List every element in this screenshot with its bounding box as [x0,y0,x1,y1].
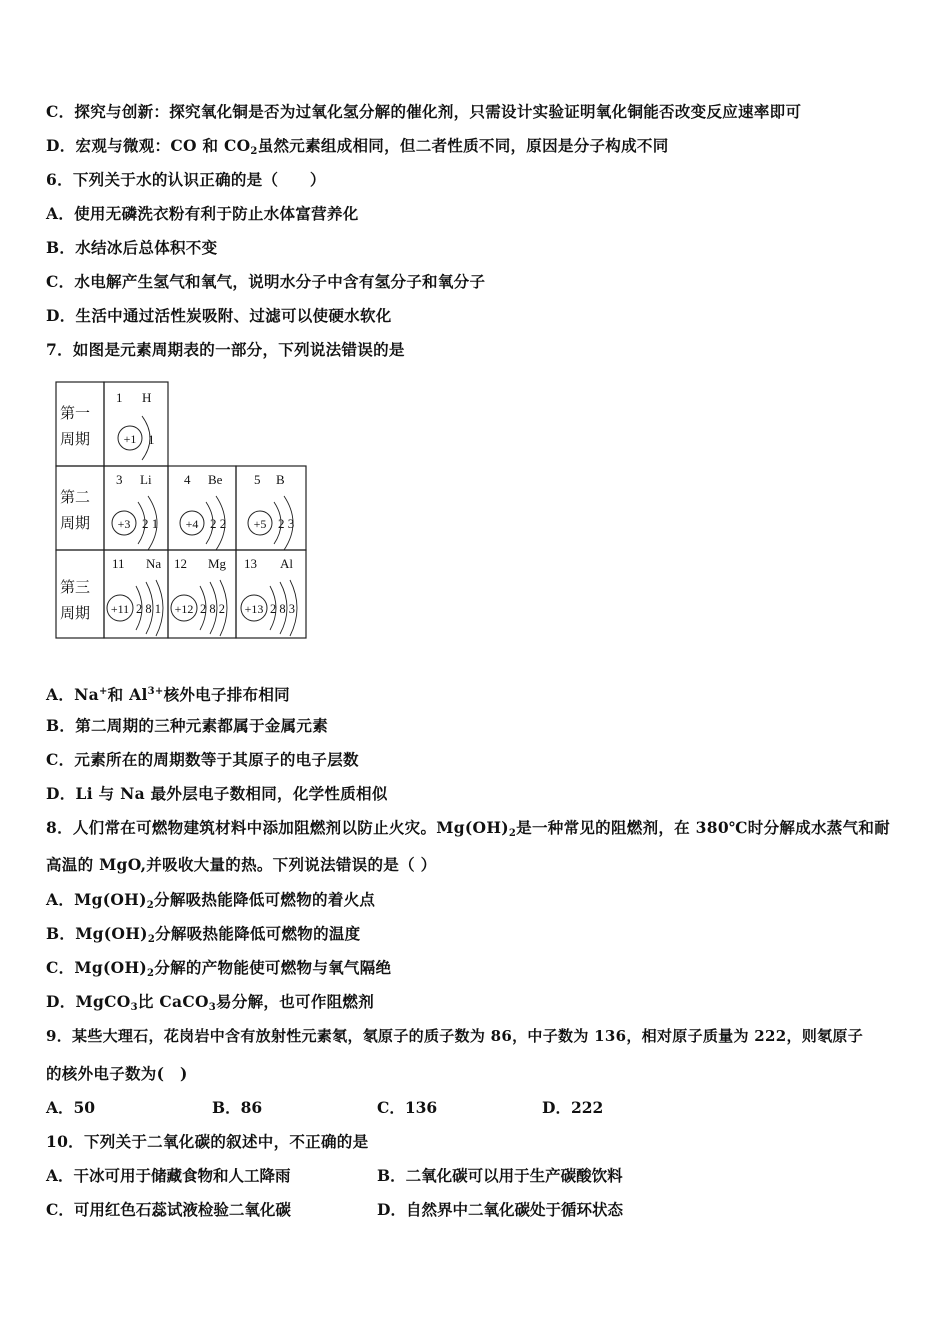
q7-option-b: B．第二周期的三种元素都属于金属元素 [46,716,329,735]
element-symbol: H [142,390,152,405]
q6-stem: 6．下列关于水的认识正确的是（ ） [46,170,326,189]
q7-stem: 7．如图是元素周期表的一部分，下列说法错误的是 [46,340,405,359]
q8-d-sub-2: 3 [208,1002,217,1013]
q8-option-d [46,992,374,1018]
period-label-1-line2: 周期 [60,432,91,448]
element-cell-mg [171,556,227,636]
nucleus-charge: +4 [185,517,199,531]
period-label-1-line1: 第一 [60,406,91,422]
q9-stem-line2: 的核外电子数为( ) [46,1064,188,1083]
electron-shells: 2 2 [210,516,227,531]
element-number: 1 [116,390,123,405]
q8-c-sub: 2 [147,968,155,979]
nucleus-charge: +3 [117,517,131,531]
q7-a-text-2: 和 Al [107,685,148,704]
q6-option-c: C．水电解产生氢气和氧气，说明水分子中含有氢分子和氧分子 [46,272,486,291]
nucleus-charge: +11 [110,602,130,616]
q8-c-text-1: C．Mg(OH) [46,958,148,977]
q10-stem: 10．下列关于二氧化碳的叙述中，不正确的是 [46,1132,369,1151]
electron-shells: 2 1 [142,516,159,531]
element-symbol: Li [140,472,152,487]
element-cell-na [107,556,163,636]
q8-b-sub: 2 [147,934,156,945]
element-symbol: Al [280,556,293,571]
q8-stem-line2: 高温的 MgO,并吸收大量的热。下列说法错误的是（ ） [46,855,437,874]
element-cell-be [180,472,226,550]
electron-shells: 2 8 2 [200,602,225,616]
period-label-2-line1: 第二 [60,490,91,506]
q7-a-sup-1: + [98,686,108,697]
q8-stem-text-1: 8．人们常在可燃物建筑材料中添加阻燃剂以防止火灾。Mg(OH) [46,818,509,837]
q7-a-sup-2: 3+ [147,686,164,697]
q8-a-sub: 2 [146,900,155,911]
nucleus-charge: +13 [244,602,264,616]
q9-option-a: A．50 [46,1098,96,1117]
electron-shells: 2 8 1 [136,602,161,616]
element-cell-b [248,472,294,550]
q8-d-text-1: D．MgCO [46,992,131,1011]
nucleus-charge: +12 [174,602,194,616]
element-symbol: B [276,472,285,487]
q8-option-b [46,924,360,950]
element-number: 12 [174,556,187,571]
q5-d-text-1: D．宏观与微观：CO 和 CO [46,136,251,155]
q8-option-c [46,958,391,984]
nucleus-charge: +5 [253,517,267,531]
element-number: 11 [112,556,125,571]
q10-option-a: A．干冰可用于储藏食物和人工降雨 [46,1166,291,1185]
element-cell-h [116,390,155,460]
q10-option-c: C．可用红色石蕊试液检验二氧化碳 [46,1200,291,1219]
q8-d-text-2: 比 CaCO [137,992,209,1011]
q5-d-text-2: 虽然元素组成相同，但二者性质不同，原因是分子构成不同 [257,136,669,155]
q6-option-d: D．生活中通过活性炭吸附、过滤可以使硬水软化 [46,306,392,325]
element-number: 13 [244,556,257,571]
element-number: 3 [116,472,123,487]
q8-b-text-1: B．Mg(OH) [46,924,148,943]
period-label-3-line2: 周期 [60,606,91,622]
q9-option-c: C．136 [377,1098,438,1117]
electron-shells: 2 3 [278,516,295,531]
electron-shells: 1 [148,432,155,447]
nucleus-charge: +1 [123,432,137,446]
element-symbol: Mg [208,556,227,571]
q5-option-c: C．探究与创新：探究氧化铜是否为过氧化氢分解的催化剂，只需设计实验证明氧化铜能否改变反应速率即可 [46,102,802,121]
period-label-3-line1: 第三 [60,580,91,596]
q10-option-d: D．自然界中二氧化碳处于循环状态 [377,1200,623,1219]
element-symbol: Na [146,556,162,571]
periodic-table-figure [54,380,310,642]
q6-option-b: B．水结冰后总体积不变 [46,238,218,257]
q7-a-text-3: 核外电子排布相同 [163,685,290,704]
q8-d-sub-1: 3 [130,1002,138,1013]
q10-option-b: B．二氧化碳可以用于生产碳酸饮料 [377,1166,623,1185]
q6-option-a: A．使用无磷洗衣粉有利于防止水体富营养化 [46,204,359,223]
q7-option-a [46,682,290,705]
element-cell-li [112,472,158,550]
q7-option-d: D．Li 与 Na 最外层电子数相同，化学性质相似 [46,784,388,803]
q8-stem-line1 [46,818,890,844]
q7-option-c: C．元素所在的周期数等于其原子的电子层数 [46,750,359,769]
q7-a-text-1: A．Na [46,685,99,704]
q8-a-text-1: A．Mg(OH) [46,890,147,909]
element-number: 5 [254,472,261,487]
period-label-2-line2: 周期 [60,516,91,532]
element-symbol: Be [208,472,223,487]
q5-d-subscript: 2 [250,146,258,157]
q8-stem-text-2: 是一种常见的阻燃剂，在 380℃时分解成水蒸气和耐 [516,818,890,837]
element-number: 4 [184,472,191,487]
q9-option-d: D．222 [542,1098,604,1117]
q8-d-text-3: 易分解，也可作阻燃剂 [216,992,375,1011]
element-cell-al [241,556,297,636]
q8-stem-sub: 2 [508,828,517,839]
q9-stem-line1: 9．某些大理石，花岗岩中含有放射性元素氡，氡原子的质子数为 86，中子数为 136，相对原子质量为 222，则氡原子 [46,1027,864,1045]
q9-option-b: B．86 [212,1098,263,1117]
electron-shells: 2 8 3 [270,602,295,616]
q8-c-text-2: 分解的产物能使可燃物与氧气隔绝 [154,958,392,977]
q8-b-text-2: 分解吸热能降低可燃物的温度 [155,924,361,943]
q5-option-d [46,136,669,162]
q8-a-text-2: 分解吸热能降低可燃物的着火点 [154,890,376,909]
q8-option-a [46,890,375,916]
